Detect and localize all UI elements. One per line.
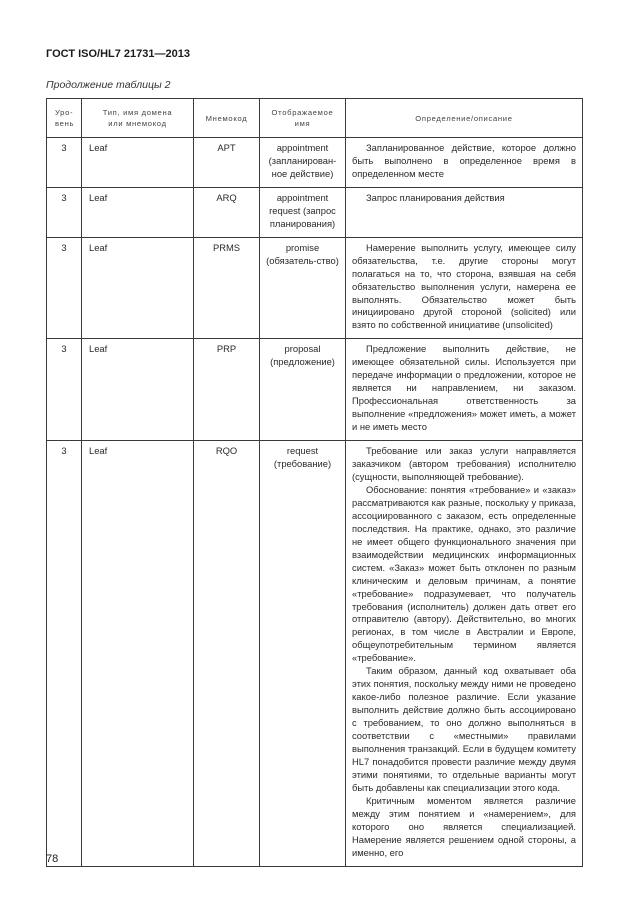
table-header-row (47, 99, 583, 138)
table-row (47, 339, 583, 441)
cell-type: Leaf (82, 339, 194, 441)
document-header: ГОСТ ISO/HL7 21731—2013 (46, 48, 190, 60)
cell-definition (346, 441, 583, 867)
cell-definition (346, 339, 583, 441)
cell-definition (346, 187, 583, 237)
cell-definition (346, 138, 583, 188)
header-mnemonic: Мнемокод (194, 99, 260, 138)
header-definition: Определение/описание (346, 99, 583, 138)
page-number: 78 (46, 853, 59, 865)
definition-paragraph: Запрос планирования действия (366, 191, 505, 203)
cell-mnemonic: RQO (194, 441, 260, 867)
cell-display-name: appointment (запланирован-ное действие) (260, 138, 346, 188)
cell-display-name: promise (обязатель-ство) (260, 237, 346, 339)
cell-level: 3 (47, 441, 82, 867)
definition-paragraph: Намерение выполнить услугу, имеющее силу обязательства, т.е. другие стороны могут полагаться на то, что сторона, взявшая на себя обязательство выполнения услуги, намерена ее выполнять. Обязательство может быть инициировано другой стороной (solicited) или взято по собственной инициативе (unsolicited) (352, 241, 576, 331)
table-row (47, 441, 583, 867)
definition-paragraph: Критичным моментом является различие между этим понятием и «намерением», для которого оно является специализацией. Намерение является решением одной стороны, а именно, его (352, 794, 576, 858)
cell-display-name: proposal (предложение) (260, 339, 346, 441)
table-row (47, 138, 583, 188)
definition-paragraph: Таким образом, данный код охватывает оба этих понятия, поскольку между ними не проведено какое-либо полезное различие. Если указание выполнить действие должно быть ассоциировано с требованием, то оно должно выполняться в соответствии с «местными» правилами выполнения транзакций. Если в будущем комитету HL7 понадобится провести различие между двумя этими понятиями, то отдельные варианты могут быть добавлены как специализации этого кода. (352, 665, 576, 793)
header-level: Уро-вень (47, 99, 82, 138)
table-caption: Продолжение таблицы 2 (46, 79, 171, 91)
table-row (47, 187, 583, 237)
header-type: Тип, имя домена или мнемокод (82, 99, 194, 138)
header-display-name: Отображаемое имя (260, 99, 346, 138)
cell-mnemonic: PRP (194, 339, 260, 441)
cell-level: 3 (47, 138, 82, 188)
cell-definition (346, 237, 583, 339)
table-row (47, 237, 583, 339)
cell-type: Leaf (82, 187, 194, 237)
cell-level: 3 (47, 187, 82, 237)
definitions-table (46, 98, 583, 867)
cell-display-name: request (требование) (260, 441, 346, 867)
cell-level: 3 (47, 339, 82, 441)
cell-type: Leaf (82, 138, 194, 188)
definition-paragraph: Запланированное действие, которое должно быть выполнено в определенное время в определенном месте (352, 142, 576, 179)
cell-type: Leaf (82, 441, 194, 867)
definition-paragraph: Обоснование: понятия «требование» и «заказ» рассматриваются как разные, поскольку у приказа, ассоциированного с заказом, есть определенные последствия. На практике, однако, это различие не имеет общего функционального значения при взаимодействии медицинских информационных систем. «Заказ» может быть отклонен по разным клиническим и деловым причинам, а понятие «требование» подразумевает, что получатель требования (исполнитель) должен дать ответ его отправителю (автору). Действительно, во многих регионах, в том числе в Австралии и Европе, общеупотребительным термином является «требование». (352, 483, 576, 664)
definition-paragraph: Требование или заказ услуги направляется заказчиком (автором требования) исполнителю (сущности, выполняющей требование). (352, 445, 576, 482)
cell-mnemonic: PRMS (194, 237, 260, 339)
cell-type: Leaf (82, 237, 194, 339)
cell-level: 3 (47, 237, 82, 339)
definition-paragraph: Предложение выполнить действие, не имеющее обязательной силы. Используется при передаче информации о предложении, которое не является ни направлением, ни заказом. Профессиональная ответственность за выполнение «предложения» может иметь, а может и не иметь место (352, 343, 576, 433)
cell-mnemonic: APT (194, 138, 260, 188)
cell-display-name: appointment request (запрос планирования) (260, 187, 346, 237)
cell-mnemonic: ARQ (194, 187, 260, 237)
